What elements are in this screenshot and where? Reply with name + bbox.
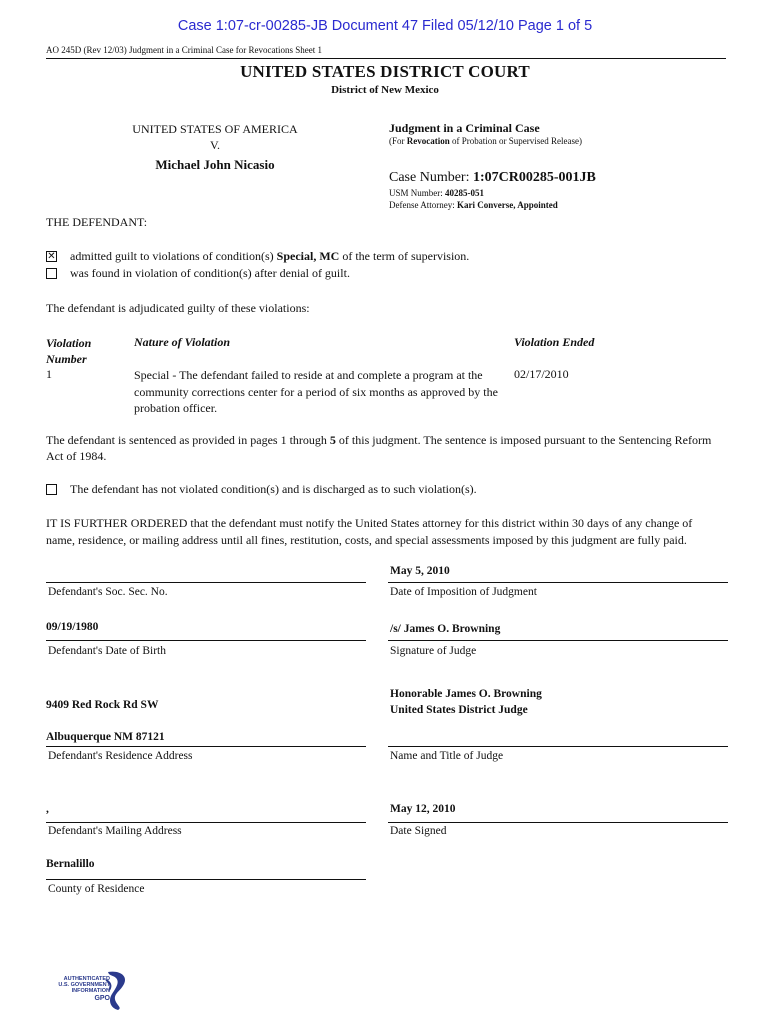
sentence-text-a: The defendant is sentenced as provided in pages 1 through xyxy=(46,433,330,447)
address-line-2: Albuquerque NM 87121 xyxy=(46,731,165,743)
signature-rule xyxy=(388,640,728,641)
plaintiff-name: UNITED STATES OF AMERICA xyxy=(132,122,298,136)
nature-line: community corrections center for a period of six months as approved by the xyxy=(134,384,498,399)
court-title: UNITED STATES DISTRICT COURT xyxy=(240,62,530,81)
name-title-label: Name and Title of Judge xyxy=(390,750,504,762)
found-violation-text: was found in violation of condition(s) after denial of guilt. xyxy=(70,266,350,280)
address-label: Defendant's Residence Address xyxy=(48,750,193,762)
nature-line: probation officer. xyxy=(134,401,218,415)
admitted-text-bold: Special, MC xyxy=(276,249,340,263)
imposition-date-label: Date of Imposition of Judgment xyxy=(390,586,537,598)
signature-label: Signature of Judge xyxy=(390,645,477,657)
judge-name-title xyxy=(390,686,542,718)
adjudicated-text: The defendant is adjudicated guilty of these violations: xyxy=(46,301,310,315)
sentence-line: Act of 1984. xyxy=(46,449,107,463)
admitted-text-b: of the term of supervision. xyxy=(339,249,470,263)
imposition-rule xyxy=(388,582,728,583)
gpo-line: INFORMATION xyxy=(71,988,110,994)
filing-stamp: Case 1:07-cr-00285-JB Document 47 Filed 05/12/10 Page 1 of 5 xyxy=(177,18,593,34)
case-number-label: Case Number: xyxy=(389,170,473,185)
attorney-name: Kari Converse, Appointed xyxy=(456,200,558,210)
nature-line: Special - The defendant failed to reside at and complete a program at the xyxy=(134,368,483,382)
ssn-rule xyxy=(46,582,366,583)
district-name: District of New Mexico xyxy=(331,84,439,96)
violation-nature xyxy=(134,367,498,417)
admitted-guilt-text xyxy=(70,249,469,264)
versus-label: V. xyxy=(209,138,221,152)
nature-header: Nature of Violation xyxy=(134,335,231,349)
gpo-logo-text xyxy=(46,976,110,1003)
defendant-name: Michael John Nicasio xyxy=(155,157,275,172)
header-number: Number xyxy=(46,352,87,366)
county-rule xyxy=(46,879,366,880)
signature-value: /s/ James O. Browning xyxy=(390,623,501,635)
address-line-1: 9409 Red Rock Rd SW xyxy=(46,699,159,711)
subtitle-bold: Revocation xyxy=(406,136,450,146)
violation-number-header xyxy=(46,335,91,367)
case-caption xyxy=(100,121,330,153)
sentence-text-b: of this judgment. The sentence is imposed pursuant to the Sentencing Reform xyxy=(335,433,712,447)
judgment-subtitle xyxy=(389,136,582,146)
ordered-line: IT IS FURTHER ORDERED that the defendant must notify the United States attorney for this district within 30 days of any change of xyxy=(46,516,693,530)
admitted-text-a: admitted guilt to violations of condition(s) xyxy=(70,249,277,263)
sentence-line xyxy=(46,432,736,448)
ssn-label: Defendant's Soc. Sec. No. xyxy=(48,586,168,598)
subtitle-prefix: (For xyxy=(389,136,407,146)
form-identifier: AO 245D (Rev 12/03) Judgment in a Criminal Case for Revocations Sheet 1 xyxy=(46,45,322,55)
case-number xyxy=(389,170,596,186)
sentence-pages: 5 xyxy=(329,433,336,447)
usm-number xyxy=(389,188,484,198)
gpo-line: U.S. GOVERNMENT xyxy=(58,982,110,988)
further-ordered-paragraph xyxy=(46,515,736,549)
judge-title: United States District Judge xyxy=(390,704,528,716)
date-signed-rule xyxy=(388,822,728,823)
ordered-line: name, residence, or mailing address until all fines, restitution, costs, and special assessments imposed by this judgment are fully paid. xyxy=(46,533,687,547)
mailing-value: , xyxy=(46,803,49,815)
attorney-label: Defense Attorney: xyxy=(389,200,457,210)
mailing-label: Defendant's Mailing Address xyxy=(48,825,182,837)
address-rule xyxy=(46,746,366,747)
judgment-title: Judgment in a Criminal Case xyxy=(389,121,540,135)
name-title-rule xyxy=(388,746,728,747)
admitted-guilt-checkbox[interactable]: ✕ xyxy=(47,251,56,262)
judge-name: Honorable James O. Browning xyxy=(390,688,542,700)
violation-ended: 02/17/2010 xyxy=(514,367,569,381)
dob-rule xyxy=(46,640,366,641)
header-violation: Violation xyxy=(46,336,92,350)
dob-label: Defendant's Date of Birth xyxy=(48,645,166,657)
dob-value: 09/19/1980 xyxy=(46,621,99,633)
found-violation-checkbox[interactable] xyxy=(46,268,57,279)
gpo-line: AUTHENTICATED xyxy=(63,976,110,982)
gpo-authenticated-logo xyxy=(46,968,136,1008)
imposition-date-value: May 5, 2010 xyxy=(390,565,450,577)
defense-attorney xyxy=(389,200,558,210)
mailing-rule xyxy=(46,822,366,823)
defendant-heading: THE DEFENDANT: xyxy=(46,215,148,229)
date-signed-value: May 12, 2010 xyxy=(390,803,456,815)
case-number-value: 1:07CR00285-001JB xyxy=(472,170,596,185)
subtitle-suffix: of Probation or Supervised Release) xyxy=(449,136,582,146)
date-signed-label: Date Signed xyxy=(390,825,447,837)
not-violated-checkbox[interactable] xyxy=(46,484,57,495)
usm-value: 40285-051 xyxy=(445,188,484,198)
violation-number: 1 xyxy=(46,367,52,381)
gpo-line: GPO xyxy=(94,995,110,1002)
county-label: County of Residence xyxy=(48,883,145,895)
county-value: Bernalillo xyxy=(46,858,95,870)
not-violated-text: The defendant has not violated condition(s) and is discharged as to such violation(s). xyxy=(70,482,477,496)
usm-label: USM Number: xyxy=(389,188,445,198)
ended-header: Violation Ended xyxy=(514,335,595,349)
sentence-paragraph xyxy=(46,432,736,464)
header-rule xyxy=(46,58,726,59)
